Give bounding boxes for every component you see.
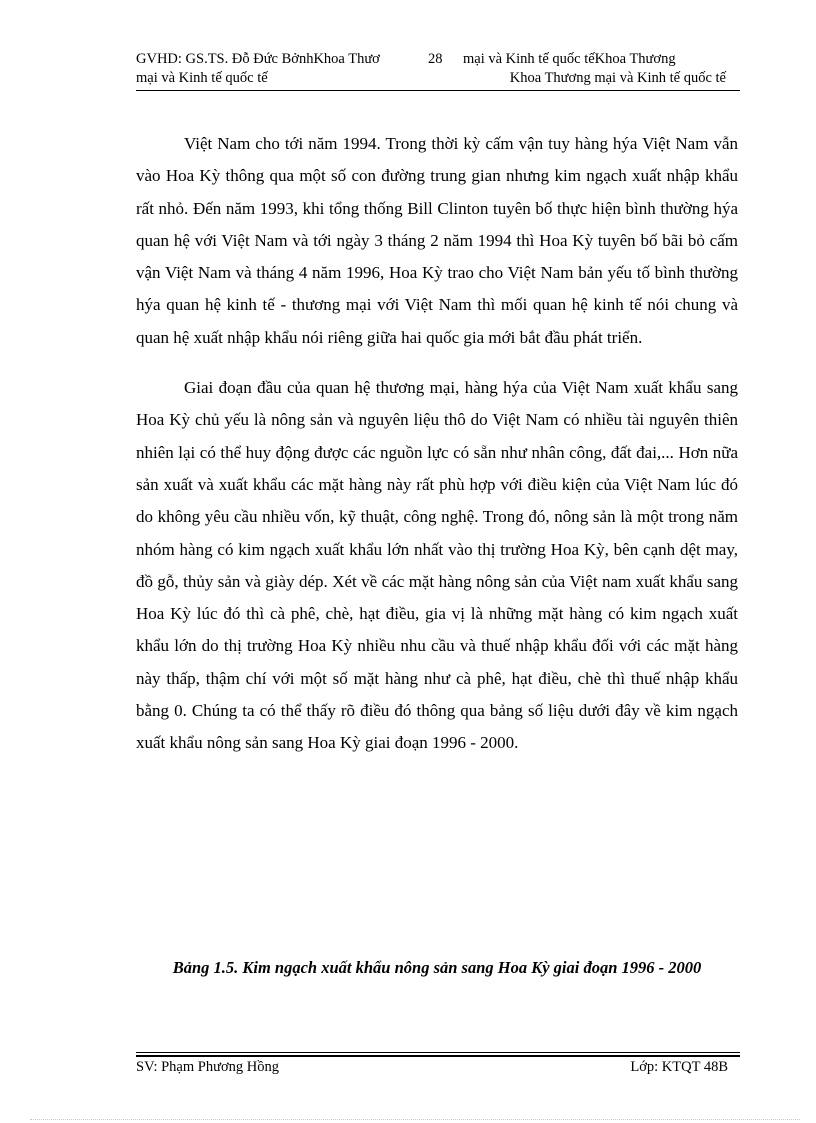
table-caption: Bảng 1.5. Kim ngạch xuất khẩu nông sản sang Hoa Kỳ giai đoạn 1996 - 2000 (172, 958, 702, 977)
header-advisor-text: GVHD: GS.TS. Đỗ Đức BởnhKhoa Thươ (136, 51, 380, 67)
footer-divider-thin (136, 1052, 740, 1053)
footer-divider-thick (136, 1055, 740, 1057)
footer-class-code: Lớp: KTQT 48B (630, 1059, 728, 1075)
page-number: 28 (428, 51, 443, 67)
body-paragraph-2: Giai đoạn đầu của quan hệ thương mại, hàng hýa của Việt Nam xuất khẩu sang Hoa Kỳ chủ yếu là nông sản và nguyên liệu thô do Việt Nam có nhiều tài nguyên thiên nhiên lại có thể huy động được các nguồn lực có sẵn như nhân công, đất đai,... Hơn nữa sản xuất và xuất khẩu các mặt hàng này rất phù hợp với điều kiện của Việt Nam lúc đó do không yêu cầu nhiều vốn, kỹ thuật, công nghệ. Trong đó, nông sản là một trong năm nhóm hàng có kim ngạch xuất khẩu lớn nhất vào thị trường Hoa Kỳ, bên cạnh dệt may, đồ gỗ, thủy sản và giày dép. Xét về các mặt hàng nông sản của Việt nam xuất khẩu sang Hoa Kỳ lúc đó thì cà phê, chè, hạt điều, gia vị là những mặt hàng có kim ngạch xuất khẩu lớn do thị trường Hoa Kỳ nhiều nhu cầu và thuế nhập khẩu đối với các mặt hàng này thấp, thậm chí với một số mặt hàng như cà phê, hạt điều, chè thì thuế nhập khẩu bằng 0. Chúng ta có thể thấy rõ điều đó thông qua bảng số liệu dưới đây về kim ngạch xuất khẩu nông sản sang Hoa Kỳ giai đoạn 1996 - 2000. (136, 378, 738, 753)
footer-student-name: SV: Phạm Phương Hồng (136, 1059, 279, 1075)
page-bottom-border (30, 1119, 800, 1120)
header-divider (136, 90, 740, 91)
header-faculty-continuation: mại và Kinh tế quốc tế (136, 70, 268, 86)
document-body (136, 128, 738, 760)
page-footer (136, 1058, 740, 1078)
page-header (136, 48, 740, 92)
header-faculty-text: mại và Kinh tế quốc tếKhoa Thương (463, 51, 676, 67)
body-paragraph-1: Việt Nam cho tới năm 1994. Trong thời kỳ cấm vận tuy hàng hýa Việt Nam vẫn vào Hoa Kỳ thông qua một số con đường trung gian nhưng kim ngạch xuất nhập khẩu rất nhỏ. Đến năm 1993, khi tổng thống Bill Clinton tuyên bố thực hiện bình thường hýa quan hệ với Việt Nam và tới ngày 3 tháng 2 năm 1994 thì Hoa Kỳ tuyên bố bãi bỏ cấm vận Việt Nam và tháng 4 năm 1996, Hoa Kỳ trao cho Việt Nam bản yếu tố bình thường hýa quan hệ kinh tế - thương mại với Việt Nam thì mối quan hệ kinh tế nói chung và quan hệ xuất nhập khẩu nói riêng giữa hai quốc gia mới bắt đầu phát triển. (136, 134, 738, 347)
header-faculty-right: Khoa Thương mại và Kinh tế quốc tế (509, 70, 726, 86)
